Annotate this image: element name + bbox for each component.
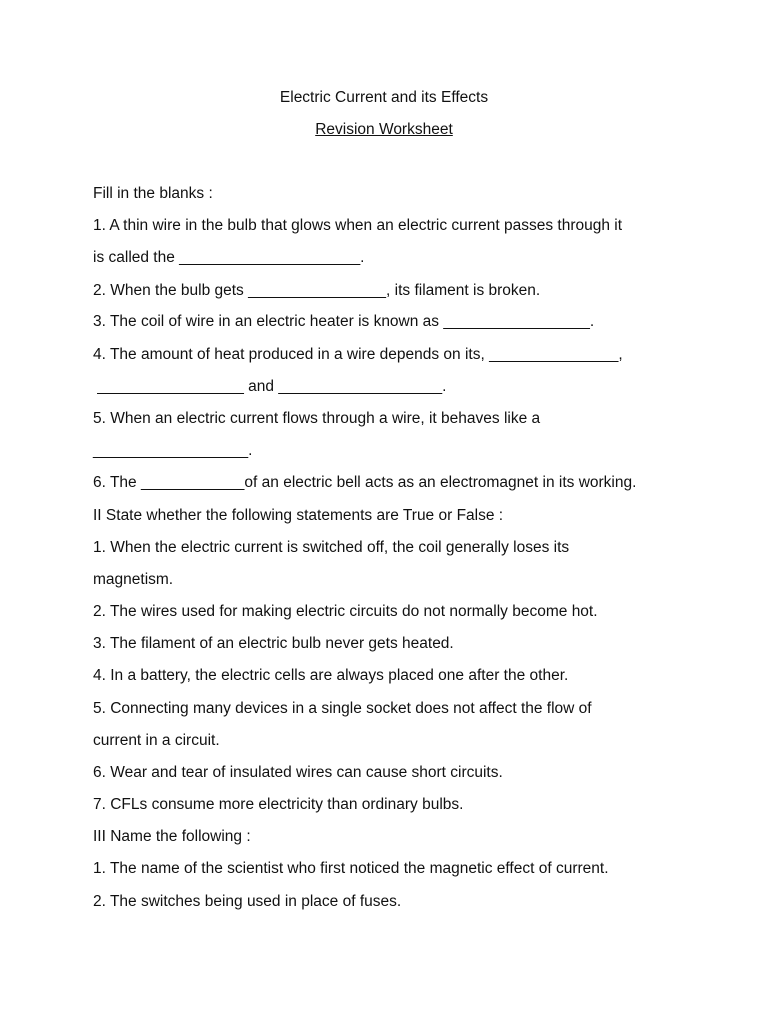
question-line: is called the _____________________. — [93, 249, 365, 266]
question-line: 2. When the bulb gets ________________, its filament is broken. — [93, 282, 541, 299]
question-line: 3. The filament of an electric bulb never gets heated. — [93, 635, 454, 652]
section-heading-name-following: III Name the following : — [93, 828, 251, 845]
question-line: 5. When an electric current flows through a wire, it behaves like a — [93, 410, 541, 427]
question-line: 7. CFLs consume more electricity than ordinary bulbs. — [93, 796, 464, 813]
question-line: 1. When the electric current is switched off, the coil generally loses its — [93, 539, 570, 556]
question-line: 3. The coil of wire in an electric heater is known as _________________. — [93, 313, 595, 330]
question-line: 6. The ____________of an electric bell acts as an electromagnet in its working. — [93, 474, 637, 491]
question-line: __________________. — [93, 442, 253, 459]
question-line: 5. Connecting many devices in a single socket does not affect the flow of — [93, 700, 592, 717]
question-line: 2. The switches being used in place of fuses. — [93, 893, 402, 910]
question-line: current in a circuit. — [93, 732, 220, 749]
question-line: 4. The amount of heat produced in a wire depends on its, _______________, — [93, 346, 623, 363]
question-line: 4. In a battery, the electric cells are always placed one after the other. — [93, 667, 569, 684]
section-heading-true-false: II State whether the following statements are True or False : — [93, 507, 504, 524]
section-heading-fill-blanks: Fill in the blanks : — [93, 185, 213, 202]
question-line: 6. Wear and tear of insulated wires can cause short circuits. — [93, 764, 503, 781]
document-title: Electric Current and its Effects — [279, 89, 489, 106]
question-line: 1. A thin wire in the bulb that glows when an electric current passes through it — [93, 217, 623, 234]
document-subtitle: Revision Worksheet — [315, 121, 453, 138]
question-line: _________________ and ___________________. — [93, 378, 447, 395]
question-line: 1. The name of the scientist who first noticed the magnetic effect of current. — [93, 860, 609, 877]
question-line: magnetism. — [93, 571, 174, 588]
question-line: 2. The wires used for making electric circuits do not normally become hot. — [93, 603, 598, 620]
